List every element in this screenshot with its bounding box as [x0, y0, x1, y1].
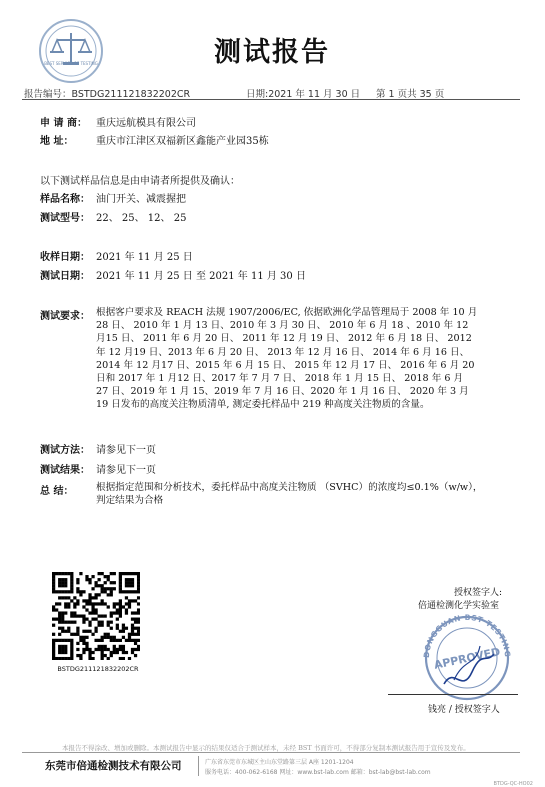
requirement-text	[96, 306, 516, 412]
sample-model-label: 测试型号：	[40, 213, 90, 224]
conclusion-line: 判定结果为合格	[96, 495, 164, 507]
conclusion-label: 总 结：	[40, 486, 74, 497]
qr-caption: BSTDG211121832202CR	[57, 665, 139, 673]
requirement-line: 19 日发布的高度关注物质清单, 测定委托样品中 219 种高度关注物质的含量。	[96, 399, 430, 411]
logo-ring-text: BEST SERVICE OF TESTING	[44, 61, 98, 66]
sample-name-value: 油门开关、减震握把	[96, 194, 186, 205]
report-number: 报告编号：BSTDG211121832202CR	[24, 89, 191, 100]
signature-caption: 钱亮 / 授权签字人	[428, 705, 500, 715]
intro-text: 以下测试样品信息是由申请者所提供及确认：	[40, 176, 240, 187]
applicant-label: 申 请 商：	[40, 118, 87, 129]
requirement-line: 日和 2017 年 1 月12 日、2017 年 7 月 7 日、 2018 年 1 月 15 日、 2018 年 6 月	[96, 373, 464, 385]
test-date-value: 2021 年 11 月 25 日 至 2021 年 11 月 30 日	[96, 271, 306, 282]
disclaimer: 本报告不得涂改、增加或删除。本测试报告中显示的结果仅适合于测试样本，未经 BST 书面许可，不得部分复制本测试报告用于宣传及发布。	[62, 744, 470, 752]
requirement-line: 27 日、2019 年 1 月 15、2019 年 7 月 16 日、2020 年 1 月 16 日、 2020 年 3 月	[96, 386, 469, 398]
requirement-line: 2014 年 12 月17 日、2015 年 6 月 15 日、 2015 年 12 月 17 日、 2016 年 6 月 20	[96, 359, 475, 371]
form-code: BTDG-QC-HO02	[493, 781, 533, 787]
footer-divider	[22, 752, 520, 753]
address-value: 重庆市江津区双福新区鑫能产业园35栋	[96, 136, 269, 147]
header-divider	[22, 99, 520, 100]
requirement-line: 根据客户要求及 REACH 法规 1907/2006/EC, 依据欧洲化学品管理局于 2008 年 10 月	[96, 307, 478, 318]
address-label: 地 址：	[40, 136, 74, 147]
footer-address: 广东省东莞市东城区主山东堂路第三层 A座 1201-1204	[205, 759, 354, 766]
signature-line	[388, 694, 518, 695]
result-value: 请参见下一页	[96, 465, 156, 476]
received-date-value: 2021 年 11 月 25 日	[96, 252, 193, 263]
page-indicator: 第 1 页共 35 页	[376, 89, 445, 100]
signatory-label: 授权签字人:	[454, 588, 503, 598]
seal-ring-text: DONGGUAN BST TESTING	[421, 612, 513, 659]
requirement-line: 月15 日、 2011 年 6 月 20 日、 2011 年 12 月 19 日、 2012 年 6 月 18 日、 2012	[96, 333, 472, 345]
conclusion-line: 根据指定范围和分析技术，委托样品中高度关注物质 （SVHC）的浓度均≤0.1%（w/w），	[96, 482, 483, 493]
conclusion-text	[96, 481, 516, 507]
qr-code	[52, 572, 140, 660]
seal-center-text: APPROVED	[432, 645, 502, 672]
company-logo	[38, 18, 104, 84]
footer-company-name: 东莞市倍通检测技术有限公司	[45, 760, 182, 772]
test-date-label: 测试日期：	[40, 271, 90, 282]
requirement-label: 测试要求：	[40, 311, 90, 322]
requirement-line: 年 12 月19 日、2013 年 6 月 20 日、 2013 年 12 月 16 日、 2014 年 6 月 16 日、	[96, 346, 470, 358]
footer-separator	[198, 756, 199, 776]
result-label: 测试结果：	[40, 465, 90, 476]
company-seal	[414, 606, 520, 702]
applicant-value: 重庆远航模具有限公司	[96, 118, 196, 129]
sample-name-label: 样品名称：	[40, 194, 90, 205]
method-value: 请参见下一页	[96, 445, 156, 456]
report-date: 日期:2021 年 11 月 30 日	[246, 89, 361, 100]
sample-model-value: 22、 25、 12、 25	[96, 213, 187, 224]
page-title: 测试报告	[214, 37, 330, 68]
requirement-line: 28 日、 2010 年 1 月 13 日、2010 年 3 月 30 日、 2010 年 6 月 18 、2010 年 12	[96, 320, 469, 332]
footer-contact: 服务电话：400-062-6168 网址：www.bst-lab.com 邮箱：bst-lab@bst-lab.com	[205, 769, 431, 776]
method-label: 测试方法：	[40, 445, 90, 456]
lab-name: 倍通检测化学实验室	[418, 601, 500, 611]
received-date-label: 收样日期：	[40, 252, 90, 263]
